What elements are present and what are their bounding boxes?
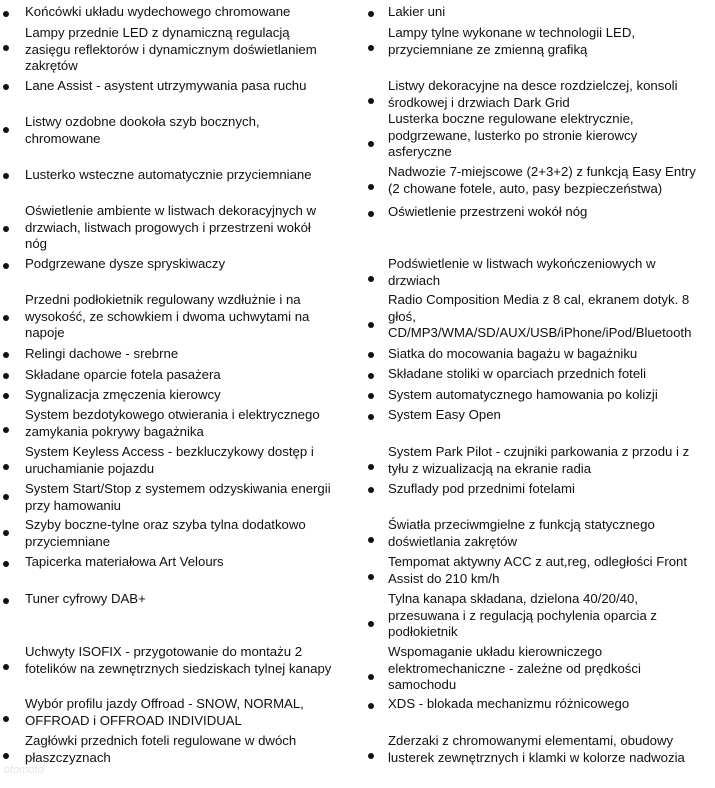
bullet-icon — [3, 561, 9, 567]
bullet-icon — [3, 464, 9, 470]
bullet-icon — [368, 537, 374, 543]
feature-text-line: Lampy tylne wykonane w technologii LED, — [388, 25, 636, 40]
feature-text-line: przyciemniane — [25, 533, 111, 549]
feature-text-line: Podgrzewane dysze spryskiwaczy — [25, 256, 226, 271]
feature-text-line: OFFROAD i OFFROAD INDIVIDUAL — [25, 712, 242, 728]
feature-text-line: podłokietnik — [388, 624, 458, 639]
bullet-icon — [368, 621, 374, 627]
bullet-icon — [368, 322, 374, 328]
feature-text-line: Lakier uni — [388, 4, 446, 19]
feature-text-line: płaszczyznach — [25, 749, 111, 765]
bullet-icon — [368, 674, 374, 680]
feature-text-line: przyciemniane ze zmienną grafiką — [388, 41, 588, 57]
feature-text-line: System Easy Open — [388, 407, 501, 422]
feature-text-line: Oświetlenie ambiente w listwach dekoracyjnych w — [25, 203, 316, 218]
feature-text-line: (2 chowane fotele, auto, pasy bezpieczeństwa) — [388, 180, 663, 196]
bullet-icon — [3, 373, 9, 379]
bullet-icon — [368, 574, 374, 580]
feature-text-line: Tempomat aktywny ACC z aut,reg, odległości Front — [388, 554, 688, 569]
feature-text-line: Składane oparcie fotela pasażera — [25, 367, 221, 382]
bullet-icon — [368, 184, 374, 190]
bullet-icon — [3, 716, 9, 722]
feature-text-line: drzwiach — [388, 272, 441, 288]
feature-text-line: samochodu — [388, 677, 457, 692]
feature-text-line: Sygnalizacja zmęczenia kierowcy — [25, 387, 221, 402]
feature-text-line: zamykania pokrywy bagażnika — [25, 423, 204, 439]
feature-text-line: Radio Composition Media z 8 cal, ekranem dotyk. 8 — [388, 292, 690, 307]
feature-text-line: Światła przeciwmgielne z funkcją statycznego — [388, 517, 655, 532]
bullet-icon — [3, 84, 9, 90]
bullet-icon — [3, 11, 9, 17]
feature-text-line: Podświetlenie w listwach wykończeniowych w — [388, 256, 656, 271]
feature-text-line: lusterek zewnętrznych i klamki w kolorze nadwozia — [388, 749, 685, 765]
feature-text-line: Zagłówki przednich foteli regulowane w dwóch — [25, 733, 297, 748]
feature-text-line: Oświetlenie przestrzeni wokół nóg — [388, 204, 588, 219]
bullet-icon — [3, 352, 9, 358]
feature-text-line: System bezdotykowego otwierania i elektrycznego — [25, 407, 320, 422]
bullet-icon — [368, 373, 374, 379]
feature-text-line: Nadwozie 7-miejscowe (2+3+2) z funkcją Easy Entry — [388, 164, 696, 179]
bullet-icon — [3, 427, 9, 433]
bullet-icon — [368, 703, 374, 709]
bullet-icon — [3, 173, 9, 179]
feature-text-line: głoś, — [388, 308, 416, 324]
feature-text-line: Szyby boczne-tylne oraz szyba tylna dodatkowo — [25, 517, 306, 532]
feature-text-line: Uchwyty ISOFIX - przygotowanie do montażu 2 — [25, 644, 303, 659]
bullet-icon — [3, 393, 9, 399]
bullet-icon — [368, 487, 374, 493]
watermark: otomoto — [4, 764, 44, 776]
bullet-icon — [3, 598, 9, 604]
feature-text-line: chromowane — [25, 130, 101, 146]
bullet-icon — [3, 226, 9, 232]
feature-text-line: elektromechaniczne - zależne od prędkości — [388, 660, 641, 676]
feature-text-line: Tapicerka materiałowa Art Velours — [25, 554, 224, 569]
feature-text-line: CD/MP3/WMA/SD/AUX/USB/iPhone/iPod/Bluetooth — [388, 325, 692, 340]
bullet-icon — [368, 753, 374, 759]
feature-text-line: System Keyless Access - bezkluczykowy dostęp i — [25, 444, 314, 459]
bullet-icon — [368, 352, 374, 358]
feature-text-line: asferyczne — [388, 144, 452, 159]
bullet-icon — [368, 464, 374, 470]
bullet-icon — [368, 211, 374, 217]
feature-text-line: XDS - blokada mechanizmu różnicowego — [388, 696, 630, 711]
feature-text-line: Tuner cyfrowy DAB+ — [25, 591, 146, 606]
bullet-icon — [368, 98, 374, 104]
feature-text-line: przesuwana i z regulacją pochylenia oparcia z — [388, 607, 658, 623]
feature-text-line: Zderzaki z chromowanymi elementami, obudowy — [388, 733, 674, 748]
bullet-icon — [3, 263, 9, 269]
bullet-icon — [368, 414, 374, 420]
feature-text-line: Relingi dachowe - srebrne — [25, 346, 179, 361]
feature-text-line: zakrętów — [25, 58, 78, 73]
bullet-icon — [3, 127, 9, 133]
feature-text-line: Tylna kanapa składana, dzielona 40/20/40, — [388, 591, 639, 606]
feature-text-line: Siatka do mocowania bagażu w bagażniku — [388, 346, 638, 361]
bullet-icon — [3, 45, 9, 51]
feature-text-line: drzwiach, listwach progowych i przestrzeni wokół — [25, 219, 311, 235]
feature-text-line: Lane Assist - asystent utrzymywania pasa ruchu — [25, 78, 307, 93]
bullet-icon — [3, 753, 9, 759]
bullet-icon — [3, 315, 9, 321]
bullet-icon — [368, 393, 374, 399]
bullet-icon — [368, 141, 374, 147]
feature-text-line: nóg — [25, 236, 48, 251]
feature-text-line: zasięgu reflektorów i dynamicznym doświetlaniem — [25, 41, 317, 57]
feature-text-line: napoje — [25, 325, 65, 340]
feature-text-line: tyłu z wizualizacją na ekranie radia — [388, 460, 592, 476]
feature-text-line: podgrzewane, lusterko po stronie kierowcy — [388, 127, 638, 143]
bullet-icon — [368, 45, 374, 51]
feature-text-line: Końcówki układu wydechowego chromowane — [25, 4, 291, 19]
bullet-icon — [368, 276, 374, 282]
feature-text-line: Przedni podłokietnik regulowany wzdłużnie i na — [25, 292, 301, 307]
feature-text-line: doświetlania zakrętów — [388, 533, 518, 549]
bullet-icon — [3, 530, 9, 536]
feature-text-line: Listwy ozdobne dookoła szyb bocznych, — [25, 114, 260, 129]
feature-text-line: System Park Pilot - czujniki parkowania z przodu i z — [388, 444, 690, 459]
feature-text-line: Wspomaganie układu kierowniczego — [388, 644, 603, 659]
feature-text-line: Wybór profilu jazdy Offroad - SNOW, NORMAL, — [25, 696, 304, 711]
feature-text-line: przy hamowaniu — [25, 497, 122, 513]
feature-text-line: Lusterka boczne regulowane elektrycznie, — [388, 111, 634, 126]
bullet-icon — [368, 11, 374, 17]
feature-text-line: środkowej i drzwiach Dark Grid — [388, 94, 570, 110]
feature-text-line: wysokość, ze schowkiem i dwoma uchwytami na — [25, 308, 310, 324]
feature-text-line: fotelików na zewnętrznych siedziskach tylnej kanapy — [25, 660, 332, 676]
feature-text-line: Składane stoliki w oparciach przednich foteli — [388, 366, 647, 381]
feature-text-line: Listwy dekoracyjne na desce rozdzielczej, konsoli — [388, 78, 678, 93]
bullet-icon — [3, 664, 9, 670]
feature-text-line: Szuflady pod przednimi fotelami — [388, 481, 575, 496]
bullet-icon — [3, 494, 9, 500]
feature-text-line: Lusterko wsteczne automatycznie przyciemniane — [25, 167, 312, 182]
feature-text-line: Lampy przednie LED z dynamiczną regulacją — [25, 25, 290, 40]
feature-text-line: System automatycznego hamowania po kolizji — [388, 387, 658, 402]
feature-text-line: Assist do 210 km/h — [388, 570, 500, 586]
feature-text-line: uruchamianie pojazdu — [25, 460, 155, 476]
feature-text-line: System Start/Stop z systemem odzyskiwania energii — [25, 481, 331, 496]
